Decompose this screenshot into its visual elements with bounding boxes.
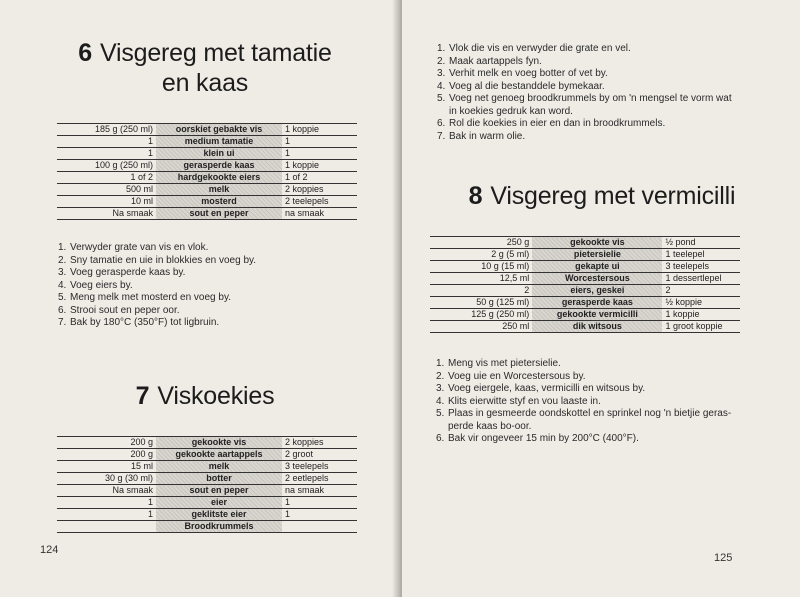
recipe-7-steps bbox=[437, 43, 787, 143]
ingredient-amount: 1 bbox=[282, 136, 357, 148]
ingredient-amount: 1 teelepel bbox=[662, 249, 740, 261]
ingredient-amount: ½ koppie bbox=[662, 297, 740, 309]
ingredient-quantity: 30 g (30 ml) bbox=[57, 473, 156, 485]
ingredient-amount: 2 koppies bbox=[282, 184, 357, 196]
ingredient-name: oorskiet gebakte vis bbox=[156, 124, 282, 136]
ingredient-row bbox=[57, 437, 357, 449]
ingredient-name: Broodkrummels bbox=[156, 521, 282, 533]
step-item bbox=[436, 433, 791, 446]
step-number: 5. bbox=[58, 292, 67, 303]
step-text: Sny tamatie en uie in blokkies en voeg by. bbox=[70, 254, 257, 266]
ingredient-quantity: Na smaak bbox=[57, 485, 156, 497]
recipe-6-title-line2: en kaas bbox=[161, 69, 249, 97]
step-number: 4. bbox=[437, 80, 446, 92]
recipe-7-title-text: Viskoekies bbox=[157, 382, 275, 410]
ingredient-amount: na smaak bbox=[282, 208, 357, 220]
ingredient-name: mosterd bbox=[156, 196, 282, 208]
ingredient-name: dik witsous bbox=[532, 321, 662, 333]
ingredient-amount: 2 eetlepels bbox=[282, 473, 357, 485]
ingredient-amount: 2 groot bbox=[282, 449, 357, 461]
recipe-7-title bbox=[60, 381, 350, 411]
step-item bbox=[436, 421, 791, 434]
ingredient-name: gekookte vis bbox=[156, 437, 282, 449]
ingredient-name: eier bbox=[156, 497, 282, 509]
ingredient-quantity: 1 bbox=[57, 148, 156, 160]
ingredient-quantity: 2 bbox=[430, 285, 532, 297]
recipe-6-number: 6 bbox=[78, 39, 92, 67]
ingredient-quantity: 125 g (250 ml) bbox=[430, 309, 532, 321]
ingredient-name: gekookte vis bbox=[532, 237, 662, 249]
ingredient-quantity: 200 g bbox=[57, 449, 156, 461]
step-number: 2. bbox=[436, 370, 445, 382]
ingredient-quantity: 2 g (5 ml) bbox=[430, 249, 532, 261]
ingredient-row bbox=[57, 485, 357, 497]
ingredient-row bbox=[430, 237, 740, 249]
ingredient-amount: ½ pond bbox=[662, 237, 740, 249]
recipe-6-title bbox=[40, 38, 370, 98]
ingredient-row bbox=[57, 160, 357, 172]
ingredient-name: gekapte ui bbox=[532, 261, 662, 273]
ingredient-row bbox=[57, 473, 357, 485]
step-text: Plaas in gesmeerde oondskottel en sprinkel nog 'n bietjie geras- bbox=[448, 408, 732, 419]
step-text: Verwyder grate van vis en vlok. bbox=[70, 242, 209, 253]
ingredient-name: sout en peper bbox=[156, 208, 282, 220]
ingredient-name: melk bbox=[156, 184, 282, 196]
step-number: 3. bbox=[58, 267, 67, 278]
ingredient-quantity: 100 g (250 ml) bbox=[57, 160, 156, 172]
step-text: Vlok die vis en verwyder die grate en vel. bbox=[449, 43, 631, 54]
step-item bbox=[58, 242, 378, 255]
ingredient-quantity: 200 g bbox=[57, 437, 156, 449]
left-page bbox=[0, 0, 398, 597]
step-text: Bak by 180°C (350°F) tot ligbruin. bbox=[70, 317, 220, 328]
ingredient-name: gerasperde kaas bbox=[532, 297, 662, 309]
ingredient-row bbox=[57, 172, 357, 184]
ingredient-amount: 2 koppies bbox=[282, 437, 357, 449]
recipe-8-steps bbox=[436, 358, 791, 446]
step-text: Meng vis met pietersielie. bbox=[448, 358, 561, 369]
step-item bbox=[58, 305, 378, 318]
ingredient-amount: 1 bbox=[282, 497, 357, 509]
ingredient-row bbox=[57, 521, 357, 533]
step-item bbox=[436, 396, 791, 409]
ingredient-amount: 3 teelepels bbox=[282, 461, 357, 473]
step-number: 5. bbox=[437, 93, 446, 104]
step-text: Meng melk met mosterd en voeg by. bbox=[70, 292, 231, 303]
ingredient-row bbox=[430, 309, 740, 321]
ingredient-quantity: 10 ml bbox=[57, 196, 156, 208]
step-text: Voeg gerasperde kaas by. bbox=[70, 267, 186, 278]
ingredient-quantity: 500 ml bbox=[57, 184, 156, 196]
recipe-7-ingredients-table bbox=[57, 436, 357, 533]
ingredient-name: pietersielie bbox=[532, 249, 662, 261]
ingredient-quantity: 50 g (125 ml) bbox=[430, 297, 532, 309]
step-item bbox=[437, 93, 787, 106]
ingredient-row bbox=[430, 285, 740, 297]
ingredient-quantity: 15 ml bbox=[57, 461, 156, 473]
ingredient-name: botter bbox=[156, 473, 282, 485]
recipe-6-title-line1: Visgereg met tamatie bbox=[99, 39, 332, 67]
step-text: Strooi sout en peper oor. bbox=[70, 304, 180, 316]
ingredient-quantity: 12,5 ml bbox=[430, 273, 532, 285]
ingredient-amount: 3 teelepels bbox=[662, 261, 740, 273]
recipe-8-ingredients-table bbox=[430, 236, 740, 333]
ingredient-row bbox=[430, 321, 740, 333]
recipe-8-number: 8 bbox=[468, 182, 483, 210]
step-item bbox=[436, 358, 791, 371]
step-item bbox=[437, 68, 787, 81]
step-number: 1. bbox=[58, 242, 67, 253]
ingredient-quantity: Na smaak bbox=[57, 208, 156, 220]
step-number: 2. bbox=[437, 55, 446, 67]
step-item bbox=[58, 280, 378, 293]
step-text: Bak in warm olie. bbox=[449, 130, 526, 142]
step-text: perde kaas bo-oor. bbox=[448, 420, 532, 432]
ingredient-row bbox=[57, 449, 357, 461]
step-item bbox=[436, 408, 791, 421]
recipe-8-title bbox=[422, 181, 782, 211]
step-number: 7. bbox=[437, 130, 446, 142]
ingredient-row bbox=[430, 273, 740, 285]
step-number: 1. bbox=[436, 358, 445, 369]
ingredient-row bbox=[57, 208, 357, 220]
ingredient-amount: 2 teelepels bbox=[282, 196, 357, 208]
step-number: 2. bbox=[58, 254, 67, 266]
ingredient-row bbox=[57, 136, 357, 148]
page-number-left: 124 bbox=[40, 544, 59, 556]
page-number-right: 125 bbox=[714, 552, 733, 564]
ingredient-amount: 1 dessertlepel bbox=[662, 273, 740, 285]
step-item bbox=[437, 118, 787, 131]
ingredient-row bbox=[57, 148, 357, 160]
recipe-8-title-text: Visgereg met vermicilli bbox=[490, 182, 736, 210]
ingredient-name: Worcestersous bbox=[532, 273, 662, 285]
step-item bbox=[436, 371, 791, 384]
ingredient-row bbox=[57, 196, 357, 208]
step-item bbox=[58, 317, 378, 330]
step-number: 6. bbox=[58, 304, 67, 316]
ingredient-amount: 1 bbox=[282, 148, 357, 160]
ingredient-row bbox=[57, 124, 357, 136]
ingredient-quantity: 1 of 2 bbox=[57, 172, 156, 184]
ingredient-amount: 1 koppie bbox=[662, 309, 740, 321]
step-item bbox=[437, 106, 787, 119]
ingredient-name: gekookte vermicilli bbox=[532, 309, 662, 321]
ingredient-quantity: 1 bbox=[57, 497, 156, 509]
ingredient-name: gerasperde kaas bbox=[156, 160, 282, 172]
step-text: Verhit melk en voeg botter of vet by. bbox=[449, 68, 608, 79]
ingredient-amount: na smaak bbox=[282, 485, 357, 497]
step-item bbox=[58, 267, 378, 280]
step-item bbox=[437, 81, 787, 94]
ingredient-name: gekookte aartappels bbox=[156, 449, 282, 461]
step-text: Maak aartappels fyn. bbox=[449, 55, 542, 67]
ingredient-name: melk bbox=[156, 461, 282, 473]
ingredient-amount: 1 koppie bbox=[282, 124, 357, 136]
step-number: 7. bbox=[58, 317, 67, 328]
ingredient-quantity: 1 bbox=[57, 136, 156, 148]
ingredient-quantity: 250 ml bbox=[430, 321, 532, 333]
ingredient-amount bbox=[282, 521, 357, 533]
step-text: Rol die koekies in eier en dan in broodkrummels. bbox=[449, 118, 666, 129]
ingredient-name: medium tamatie bbox=[156, 136, 282, 148]
right-page bbox=[402, 0, 800, 597]
ingredient-row bbox=[430, 261, 740, 273]
step-number: 5. bbox=[436, 408, 445, 419]
ingredient-row bbox=[57, 461, 357, 473]
ingredient-row bbox=[430, 297, 740, 309]
step-text: Voeg eiergele, kaas, vermicilli en witsous by. bbox=[448, 383, 646, 394]
step-number: 6. bbox=[436, 433, 445, 444]
step-number: 6. bbox=[437, 118, 446, 129]
ingredient-name: hardgekookte eiers bbox=[156, 172, 282, 184]
ingredient-row bbox=[430, 249, 740, 261]
ingredient-amount: 1 of 2 bbox=[282, 172, 357, 184]
ingredient-quantity: 1 bbox=[57, 509, 156, 521]
ingredient-row bbox=[57, 509, 357, 521]
step-item bbox=[58, 255, 378, 268]
step-text: Voeg eiers by. bbox=[70, 279, 133, 291]
ingredient-amount: 1 bbox=[282, 509, 357, 521]
step-text: Voeg net genoeg broodkrummels by om 'n mengsel te vorm wat bbox=[449, 93, 732, 104]
step-number: 3. bbox=[437, 68, 446, 79]
step-number: 4. bbox=[436, 395, 445, 407]
step-number: 1. bbox=[437, 43, 446, 54]
step-text: Voeg al die bestanddele bymekaar. bbox=[449, 80, 605, 92]
ingredient-name: klein ui bbox=[156, 148, 282, 160]
step-item bbox=[437, 56, 787, 69]
recipe-7-number: 7 bbox=[135, 382, 150, 410]
step-item bbox=[437, 43, 787, 56]
ingredient-name: eiers, geskei bbox=[532, 285, 662, 297]
ingredient-quantity: 185 g (250 ml) bbox=[57, 124, 156, 136]
ingredient-quantity: 250 g bbox=[430, 237, 532, 249]
step-item bbox=[436, 383, 791, 396]
ingredient-amount: 1 koppie bbox=[282, 160, 357, 172]
ingredient-amount: 2 bbox=[662, 285, 740, 297]
recipe-6-ingredients-table bbox=[57, 123, 357, 220]
step-number: 4. bbox=[58, 279, 67, 291]
ingredient-row bbox=[57, 184, 357, 196]
step-text: in koekies gedruk kan word. bbox=[449, 105, 573, 117]
step-item bbox=[437, 131, 787, 144]
step-text: Voeg uie en Worcestersous by. bbox=[448, 370, 586, 382]
step-item bbox=[58, 292, 378, 305]
step-number: 3. bbox=[436, 383, 445, 394]
step-text: Klits eierwitte styf en vou laaste in. bbox=[448, 395, 601, 407]
ingredient-name: geklitste eier bbox=[156, 509, 282, 521]
ingredient-name: sout en peper bbox=[156, 485, 282, 497]
step-text: Bak vir ongeveer 15 min by 200°C (400°F). bbox=[448, 433, 639, 444]
ingredient-amount: 1 groot koppie bbox=[662, 321, 740, 333]
ingredient-row bbox=[57, 497, 357, 509]
ingredient-quantity: 10 g (15 ml) bbox=[430, 261, 532, 273]
recipe-6-steps bbox=[58, 242, 378, 330]
ingredient-quantity bbox=[57, 521, 156, 533]
